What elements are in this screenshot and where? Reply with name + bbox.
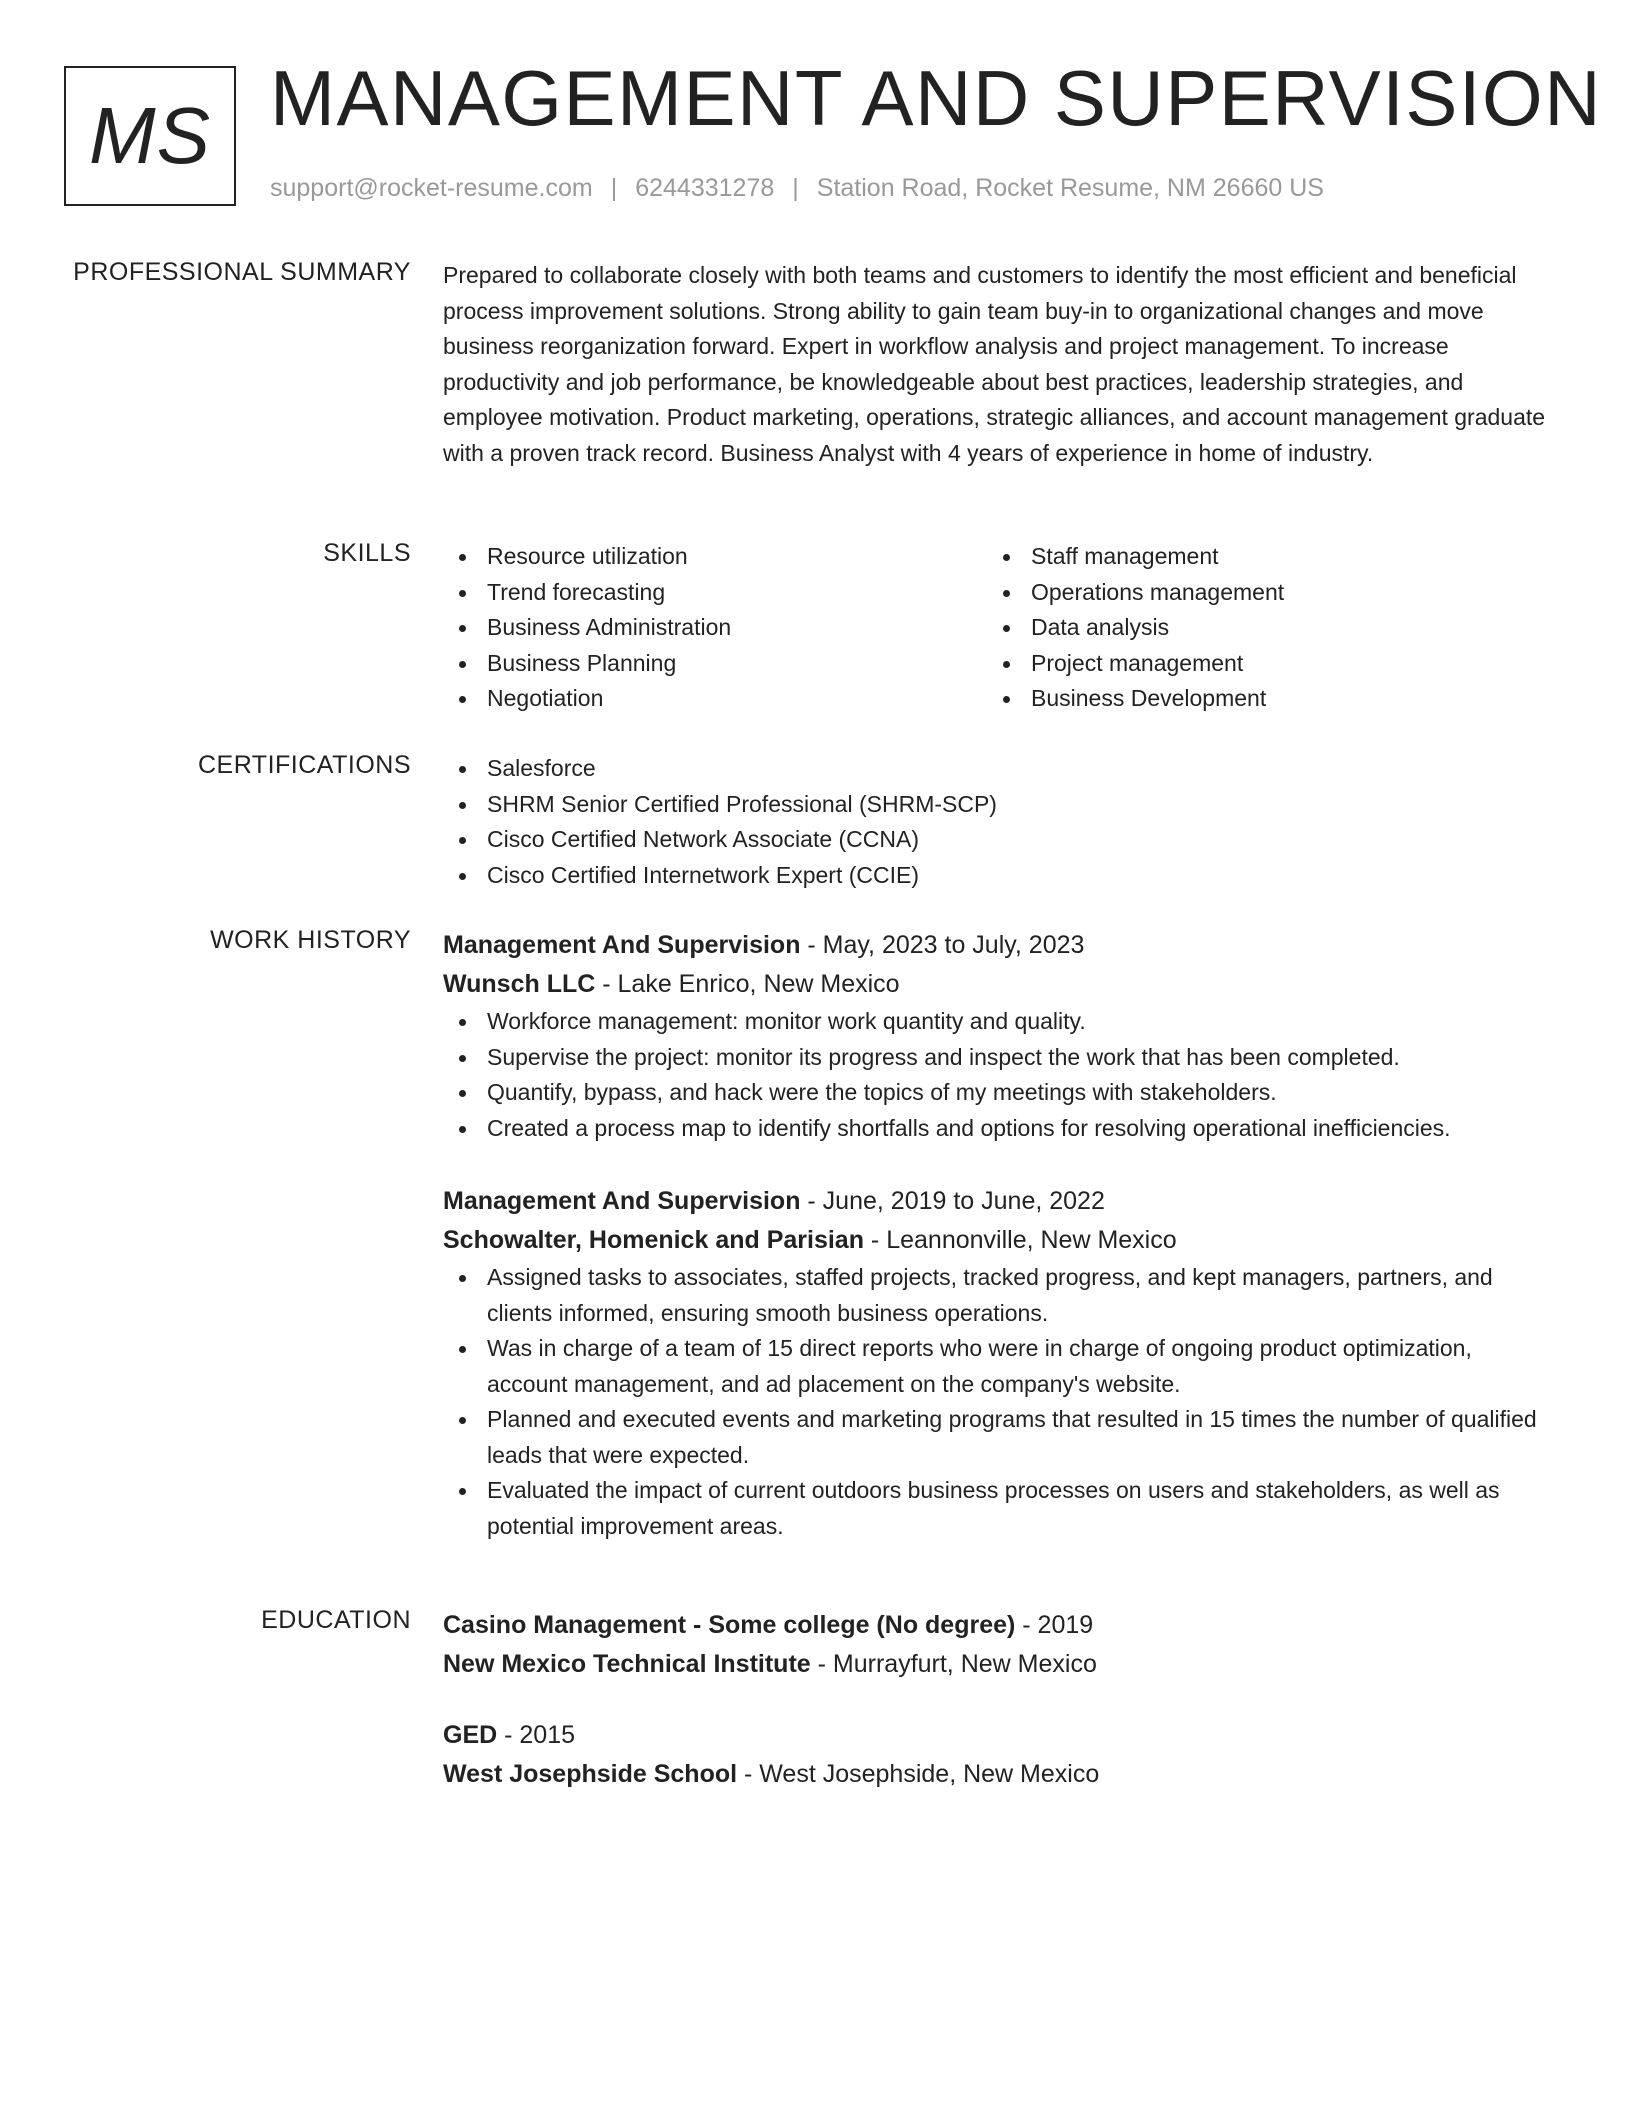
summary-label: PROFESSIONAL SUMMARY — [73, 258, 411, 286]
job-company-line — [443, 1221, 1558, 1260]
education-school-line — [443, 1755, 1558, 1794]
job-entry — [443, 926, 1558, 1146]
skill-item: Resource utilization — [443, 539, 987, 575]
skill-item: Staff management — [987, 539, 1531, 575]
education-degree-line — [443, 1606, 1558, 1645]
certifications-body — [443, 751, 1558, 893]
skill-item: Data analysis — [987, 610, 1531, 646]
job-entry — [443, 1182, 1558, 1544]
job-bullet: Quantify, bypass, and hack were the topics of my meetings with stakeholders. — [443, 1075, 1558, 1111]
contact-address: Station Road, Rocket Resume, NM 26660 US — [816, 174, 1324, 202]
job-title-line — [443, 1182, 1558, 1221]
education-entry — [443, 1606, 1558, 1684]
summary-body — [443, 258, 1558, 471]
skills-label: SKILLS — [323, 539, 411, 567]
job-bullet-list — [443, 1004, 1558, 1146]
skill-item: Business Administration — [443, 610, 987, 646]
job-bullet: Planned and executed events and marketing programs that resulted in 15 times the number of qualified leads that were expected. — [443, 1402, 1558, 1473]
education-school-line — [443, 1645, 1558, 1684]
skill-item: Negotiation — [443, 681, 987, 717]
skills-body — [443, 539, 1558, 717]
resume-name-heading: MANAGEMENT AND SUPERVISION — [270, 54, 1603, 142]
job-bullet: Created a process map to identify shortfalls and options for resolving operational inefficiencies. — [443, 1111, 1558, 1147]
job-bullet: Supervise the project: monitor its progress and inspect the work that has been completed. — [443, 1040, 1558, 1076]
certifications-label: CERTIFICATIONS — [197, 751, 411, 779]
contact-email: support@rocket-resume.com — [270, 174, 593, 202]
skill-item: Business Development — [987, 681, 1531, 717]
job-bullet: Workforce management: monitor work quantity and quality. — [443, 1004, 1558, 1040]
job-bullet-list — [443, 1260, 1558, 1544]
skills-grid — [443, 539, 1558, 717]
education-entry — [443, 1716, 1558, 1794]
skills-column-2 — [987, 539, 1531, 717]
job-company: Wunsch LLC — [443, 970, 596, 998]
contact-separator: | — [792, 174, 799, 202]
job-title: Management And Supervision — [443, 1187, 801, 1215]
job-company: Schowalter, Homenick and Parisian — [443, 1226, 864, 1254]
education-degree: GED — [443, 1721, 498, 1749]
monogram-logo: MS — [64, 66, 236, 206]
skill-item: Business Planning — [443, 646, 987, 682]
summary-text: Prepared to collaborate closely with both teams and customers to identify the most efficient and beneficial process improvement solutions. Strong ability to gain team buy-in to organizational changes and move business reorganization forward. Expert in workflow analysis and project management. To increase productivity and job performance, be knowledgeable about best practices, leadership strategies, and employee motivation. Product marketing, operations, strategic alliances, and account management graduate with a proven track record. Business Analyst with 4 years of experience in home of industry. — [443, 262, 1546, 466]
job-company-line — [443, 965, 1558, 1004]
education-school: West Josephside School — [443, 1760, 738, 1788]
work-history-body — [443, 926, 1558, 1544]
skill-item: Operations management — [987, 575, 1531, 611]
contact-phone: 6244331278 — [635, 174, 775, 202]
job-title-line — [443, 926, 1558, 965]
certification-item: Cisco Certified Internetwork Expert (CCIE) — [443, 858, 1558, 894]
job-dates: - May, 2023 to July, 2023 — [800, 931, 1085, 959]
job-bullet: Assigned tasks to associates, staffed projects, tracked progress, and kept managers, partners, and clients informed, ensuring smooth business operations. — [443, 1260, 1558, 1331]
skill-item: Project management — [987, 646, 1531, 682]
education-body — [443, 1606, 1558, 1794]
contact-separator: | — [610, 174, 618, 202]
job-bullet: Evaluated the impact of current outdoors business processes on users and stakeholders, as well as potential improvement areas. — [443, 1473, 1558, 1544]
certification-item: Salesforce — [443, 751, 1558, 787]
certification-item: Cisco Certified Network Associate (CCNA) — [443, 822, 1558, 858]
education-school: New Mexico Technical Institute — [443, 1650, 811, 1678]
certifications-list — [443, 751, 1558, 893]
skills-column-1 — [443, 539, 987, 717]
education-location: - West Josephside, New Mexico — [737, 1760, 1100, 1788]
education-year: - 2015 — [497, 1721, 576, 1749]
skill-item: Trend forecasting — [443, 575, 987, 611]
job-location: - Lake Enrico, New Mexico — [595, 970, 900, 998]
education-degree: Casino Management - Some college (No degree) — [443, 1611, 1016, 1639]
education-label: EDUCATION — [261, 1606, 411, 1634]
job-title: Management And Supervision — [443, 931, 801, 959]
education-degree-line — [443, 1716, 1558, 1755]
certification-item: SHRM Senior Certified Professional (SHRM-SCP) — [443, 787, 1558, 823]
job-dates: - June, 2019 to June, 2022 — [800, 1187, 1105, 1215]
job-location: - Leannonville, New Mexico — [863, 1226, 1177, 1254]
education-year: - 2019 — [1015, 1611, 1094, 1639]
work-history-label: WORK HISTORY — [210, 926, 411, 954]
contact-line — [270, 174, 1324, 203]
education-location: - Murrayfurt, New Mexico — [810, 1650, 1097, 1678]
job-bullet: Was in charge of a team of 15 direct reports who were in charge of ongoing product optimization, account management, and ad placement on the company's website. — [443, 1331, 1558, 1402]
